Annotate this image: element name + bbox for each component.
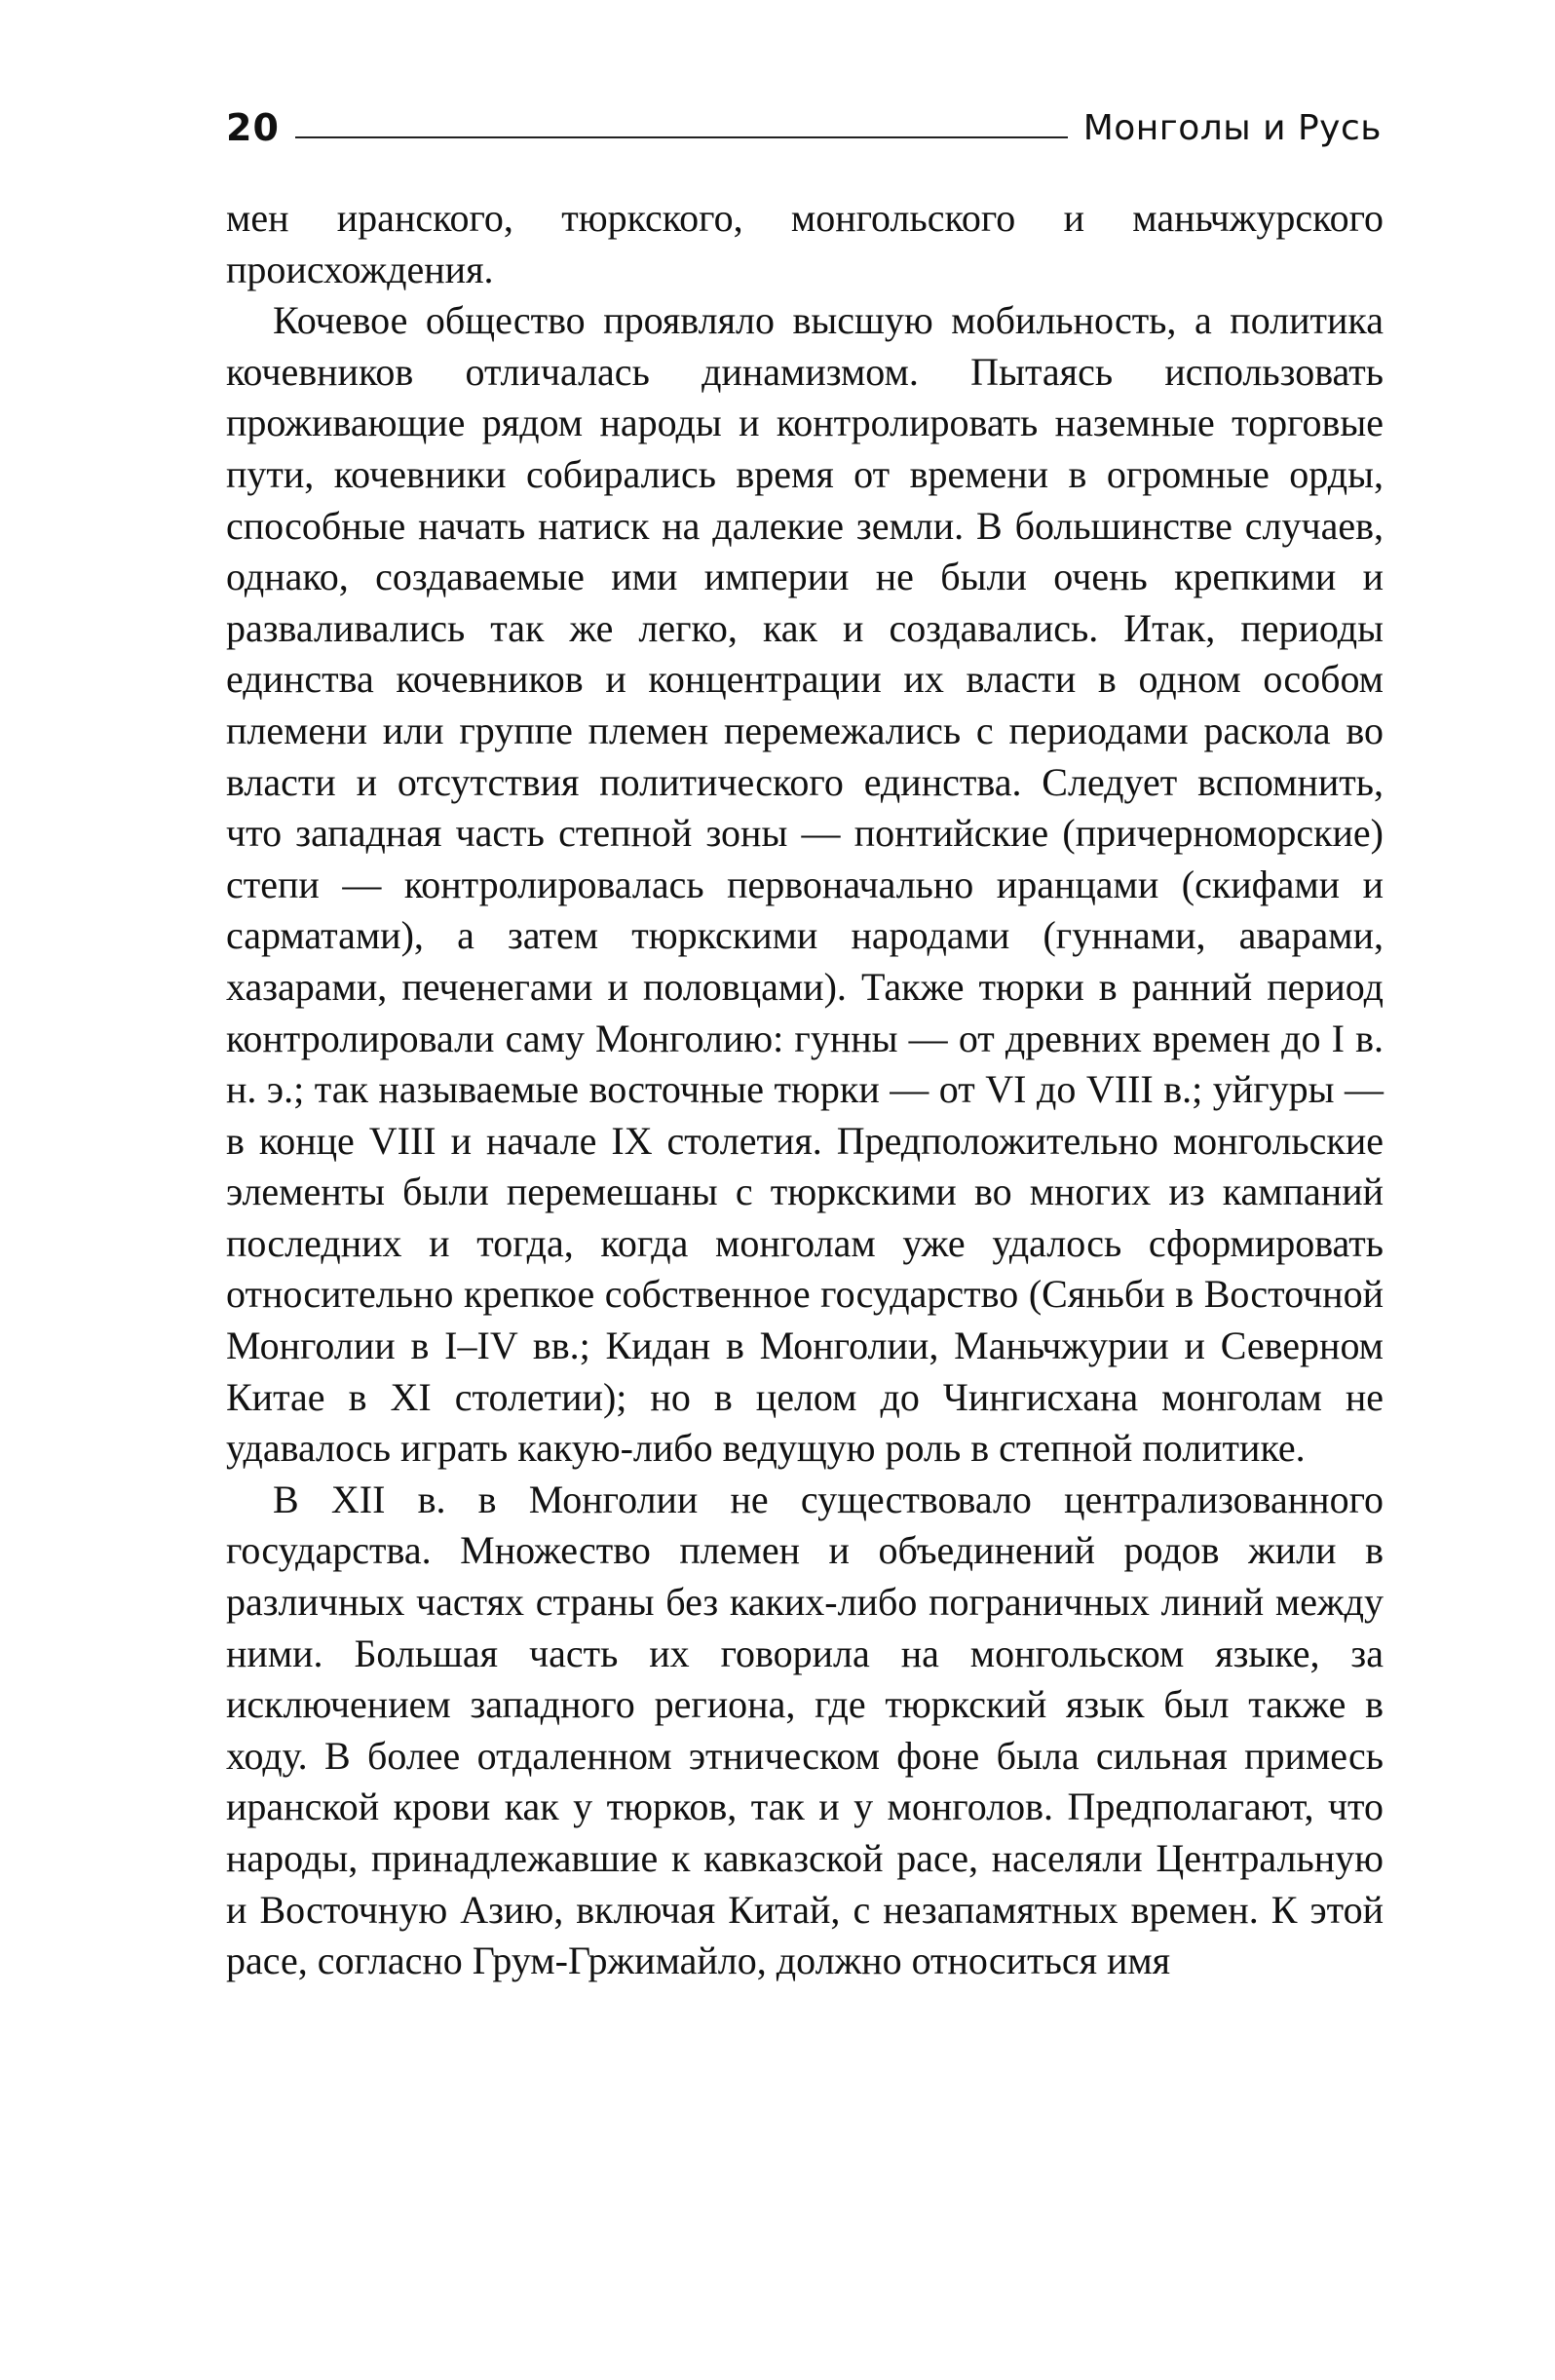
running-title: Монголы и Русь [1082,108,1382,148]
header-rule [295,136,1068,138]
paragraph-3: В XII в. в Монголии не существовало централизованного государства. Множество племен и объединений родов жили в различных частях страны без каких-либо пограничных линий между ними. Большая часть их говорила на монгольском языке, за исключением западного региона, где тюркский язык был также в ходу. В более отдаленном этническом фоне была сильная примесь иранской крови как у тюрков, так и у монголов. Предполагают, что народы, принадлежавшие к кавказской расе, населяли Центральную и Восточную Азию, включая Китай, с незапамятных времен. К этой расе, согласно Грум-Гржимайло, должно относиться имя [226,1477,1384,1983]
page-number: 20 [226,106,280,149]
paragraph-1: мен иранского, тюркского, монгольского и маньчжурского происхождения. [226,196,1384,291]
body-text [226,193,1384,1987]
running-head [226,97,1382,149]
paragraph-2: Кочевое общество проявляло высшую мобильность, а политика кочевников отличалась динамизмом. Пытаясь использовать проживающие рядом народы и контролировать наземные торговые пути, кочевники собирались время от времени в огромные орды, способные начать натиск на далекие земли. В большинстве случаев, однако, создаваемые ими империи не были очень крепкими и разваливались так же легко, как и создавались. Итак, периоды единства кочевников и концентрации их власти в одном особом племени или группе племен перемежались с периодами раскола во власти и отсутствия политического единства. Следует вспомнить, что западная часть степной зоны — понтийские (причерноморские) степи — контролировалась первоначально иранцами (скифами и сарматами), а затем тюркскими народами (гуннами, аварами, хазарами, печенегами и половцами). Также тюрки в ранний период контролировали саму Монголию: гунны — от древних времен до I в. н. э.; так называемые восточные тюрки — от VI до VIII в.; уйгуры — в конце VIII и начале IX столетия. Предположительно монгольские элементы были перемешаны с тюркскими во многих из кампаний последних и тогда, когда монголам уже удалось сформировать относительно крепкое собственное государство (Сяньби в Восточной Монголии в I–IV вв.; Кидан в Монголии, Маньчжурии и Северном Китае в XI столетии); но в целом до Чингисхана монголам не удавалось играть какую-либо ведущую роль в степной политике. [226,298,1384,1471]
